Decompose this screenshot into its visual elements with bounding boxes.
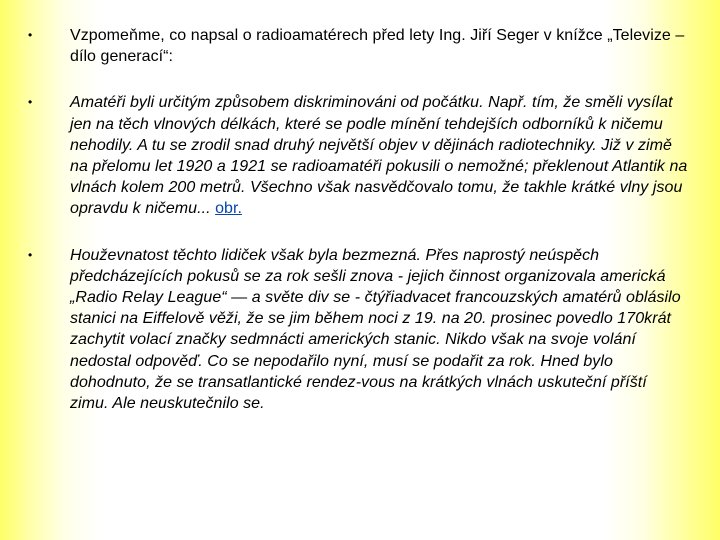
bullet-list xyxy=(28,25,688,414)
quote-paragraph xyxy=(70,92,688,219)
bullet-item-intro xyxy=(28,25,688,67)
bullet-dot: • xyxy=(28,247,33,262)
image-link[interactable]: obr. xyxy=(215,200,242,218)
bullet-dot: • xyxy=(28,28,33,42)
quote-paragraph-text: Amatéři byli určitým způsobem diskriminováni od počátku. Např. tím, že směli vysílat jen na těch vlnových délkách, které se podle mínění tehdejších odborníků k ničemu nehodily. A tu se zrodil snad druhý největší objev v dějinách radiotechniky. Již v zimě na přelomu let 1920 a 1921 se radioamatéři pokusili o nemožné; překlenout Atlantik na vlnách kolem 200 metrů. Všechno však nasvědčovalo tomu, že takhle krátké vlny jsou opravdu k ničemu... xyxy=(70,94,688,218)
bullet-dot: • xyxy=(28,95,33,110)
bullet-item-quote xyxy=(28,92,688,219)
intro-paragraph: Vzpomeňme, co napsal o radioamatérech před lety Ing. Jiří Seger v knížce „Televize – dílo generací“: xyxy=(70,27,685,66)
continuation-paragraph: Houževnatost těchto lidiček však byla bezmezná. Přes naprostý neúspěch předcházejících pokusů se za rok sešli znova - jejich činnost organizovala americká „Radio Relay League“ — a světe div se - čtýřiadvacet francouzských amatérů oblásilo stanici na Eiffelově věži, že se jim během noci z 19. na 20. prosinec povedlo 170krát zachytit volací značky sedmnácti amerických stanic. Nikdo však na svoje volání nedostal odpověď. Co se nepodařilo nyní, musí se podařit za rok. Hned bylo dohodnuto, že se transatlantické rendez-vous na krátkých vlnách uskuteční příští zimu. Ale neuskutečnilo se. xyxy=(70,246,681,413)
bullet-item-continuation xyxy=(28,245,688,415)
